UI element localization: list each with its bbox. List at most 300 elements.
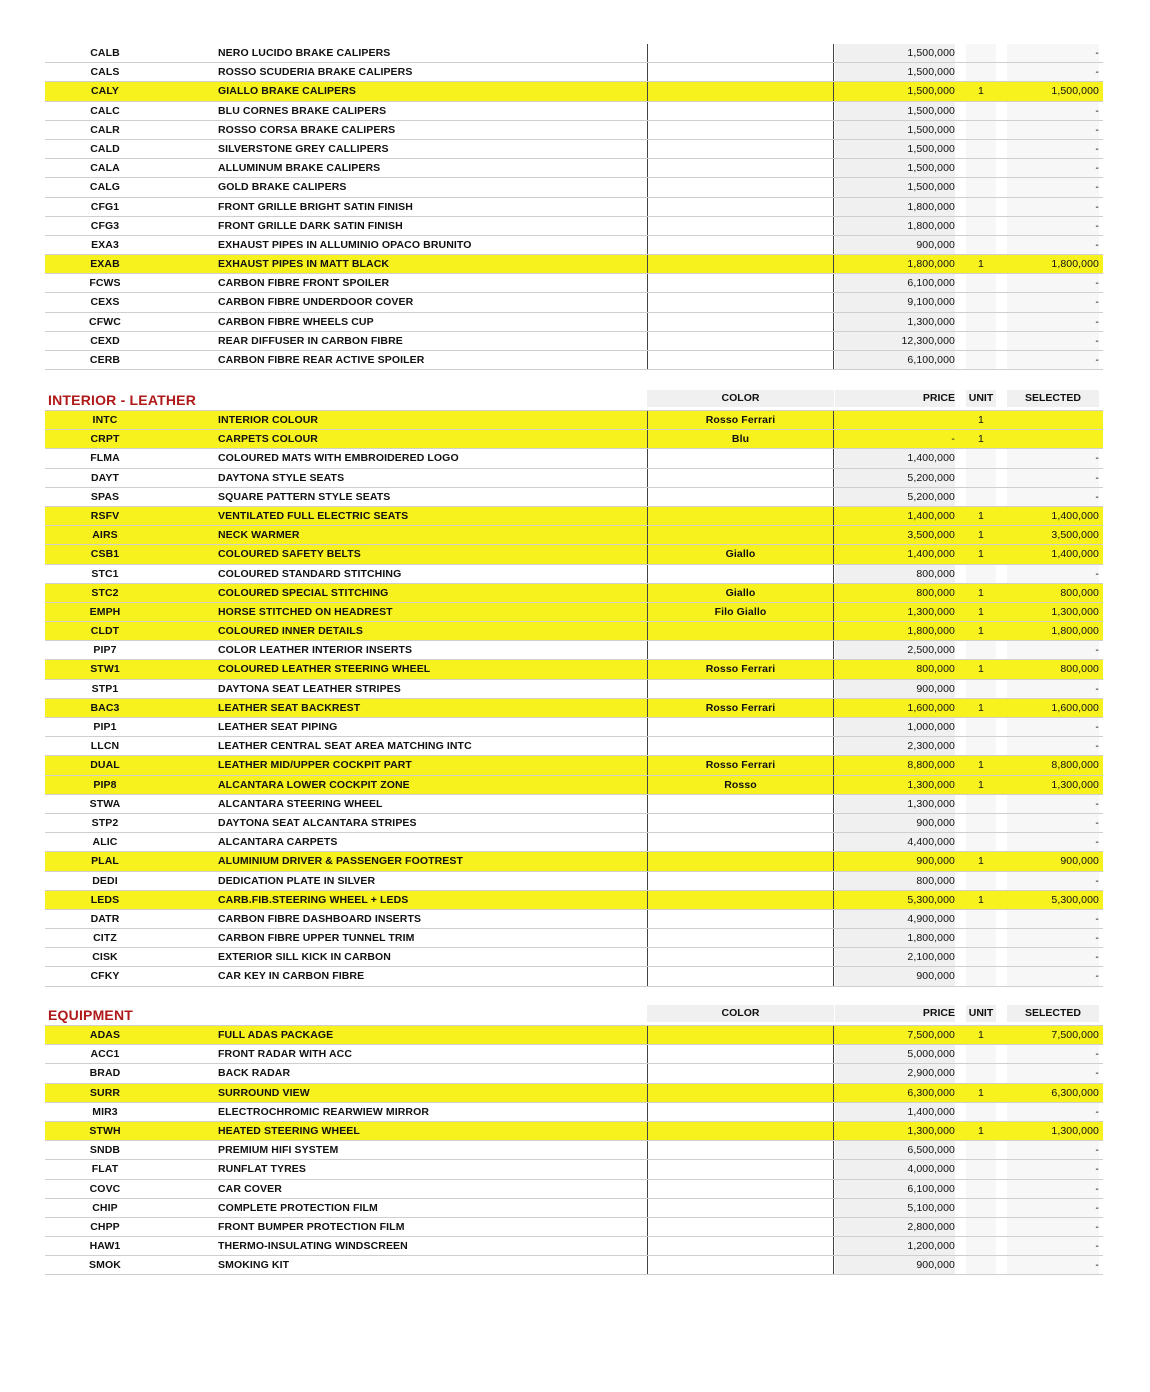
option-unit	[966, 565, 996, 583]
option-price: 900,000	[835, 1256, 955, 1274]
option-color	[647, 929, 834, 947]
option-code: BAC3	[90, 701, 120, 714]
option-description: EXTERIOR SILL KICK IN CARBON	[218, 951, 391, 964]
option-description: GOLD BRAKE CALIPERS	[218, 181, 347, 194]
option-color	[647, 1160, 834, 1178]
option-description: ALLUMINUM BRAKE CALIPERS	[218, 162, 381, 175]
option-price	[835, 411, 955, 429]
table-row	[45, 1141, 1103, 1160]
option-price: 4,000,000	[835, 1160, 955, 1178]
option-code: ADAS	[89, 1029, 121, 1041]
option-selected-total: -	[1007, 967, 1099, 985]
option-code: EXA3	[91, 238, 119, 251]
option-description: CARPETS COLOUR	[218, 433, 318, 446]
option-description: NECK WARMER	[218, 529, 300, 542]
table-row	[45, 469, 1103, 488]
option-unit	[966, 102, 996, 120]
option-description: FRONT BUMPER PROTECTION FILM	[218, 1220, 405, 1233]
option-color	[647, 488, 834, 506]
table-row	[45, 680, 1103, 699]
option-color	[647, 121, 834, 139]
option-code: HAW1	[89, 1240, 121, 1253]
option-code: PIP8	[93, 778, 117, 791]
option-unit	[966, 967, 996, 985]
option-unit	[966, 737, 996, 755]
option-code: CALC	[90, 104, 120, 117]
option-selected-total: -	[1007, 814, 1099, 832]
table-row	[45, 584, 1103, 603]
option-code: DATR	[90, 912, 120, 925]
table-row	[45, 641, 1103, 660]
option-description: CARBON FIBRE UNDERDOOR COVER	[218, 296, 414, 309]
option-description: CARBON FIBRE DASHBOARD INSERTS	[218, 912, 422, 925]
option-color	[647, 680, 834, 698]
option-price: 800,000	[916, 586, 955, 599]
option-color	[647, 565, 834, 583]
option-unit	[966, 332, 996, 350]
option-unit: 1	[978, 1124, 984, 1137]
option-unit	[966, 351, 996, 369]
option-selected-total: -	[1007, 795, 1099, 813]
option-code: DEDI	[92, 874, 118, 887]
option-description: HEATED STEERING WHEEL	[218, 1124, 360, 1137]
option-selected-total: -	[1007, 102, 1099, 120]
option-color	[647, 948, 834, 966]
option-color	[647, 737, 834, 755]
option-selected-total: -	[1007, 198, 1099, 216]
option-unit	[966, 236, 996, 254]
option-description: COLOURED MATS WITH EMBROIDERED LOGO	[218, 452, 459, 465]
option-unit	[966, 1064, 996, 1082]
table-row	[45, 255, 1103, 274]
option-price: 1,000,000	[835, 718, 955, 736]
table-row	[45, 121, 1103, 140]
option-color	[647, 102, 834, 120]
option-price: 5,000,000	[835, 1045, 955, 1063]
option-selected-total: -	[1007, 44, 1099, 62]
option-selected-total: 1,400,000	[1051, 548, 1099, 561]
option-unit	[966, 1199, 996, 1217]
option-color	[647, 351, 834, 369]
table-row	[45, 411, 1103, 430]
column-header-selected: SELECTED	[1007, 390, 1099, 407]
option-description: COLOURED INNER DETAILS	[218, 625, 363, 638]
option-color	[647, 852, 834, 870]
option-description: FRONT RADAR WITH ACC	[218, 1048, 353, 1061]
table-row	[45, 1026, 1103, 1045]
option-code: SPAS	[90, 490, 120, 503]
option-code: STC2	[91, 586, 119, 599]
option-color	[647, 217, 834, 235]
option-selected-total: 6,300,000	[1051, 1086, 1099, 1099]
option-selected-total	[1007, 411, 1099, 429]
table-row	[45, 1045, 1103, 1064]
option-price: 1,500,000	[835, 178, 955, 196]
option-unit	[966, 1237, 996, 1255]
table-row	[45, 449, 1103, 468]
option-price: 900,000	[835, 236, 955, 254]
option-color	[647, 507, 834, 525]
option-code: ACC1	[90, 1048, 120, 1061]
option-selected-total: -	[1007, 159, 1099, 177]
option-selected-total: -	[1007, 178, 1099, 196]
option-color	[647, 1237, 834, 1255]
option-selected-total: -	[1007, 140, 1099, 158]
option-unit	[966, 872, 996, 890]
option-color	[647, 814, 834, 832]
column-header-selected: SELECTED	[1007, 1005, 1099, 1022]
option-code: CALD	[90, 142, 120, 155]
option-unit	[966, 449, 996, 467]
option-description: CARBON FIBRE UPPER TUNNEL TRIM	[218, 932, 415, 945]
option-description: VENTILATED FULL ELECTRIC SEATS	[218, 509, 409, 522]
table-row	[45, 1122, 1103, 1141]
option-code: LEDS	[90, 893, 120, 906]
option-color	[647, 274, 834, 292]
option-description: SURROUND VIEW	[218, 1086, 310, 1099]
table-row	[45, 1199, 1103, 1218]
option-price: 1,400,000	[835, 1103, 955, 1121]
column-header-unit: UNIT	[966, 390, 996, 407]
option-code: CHPP	[90, 1220, 120, 1233]
option-price: 5,200,000	[835, 469, 955, 487]
option-color	[647, 967, 834, 985]
option-selected-total: -	[1007, 351, 1099, 369]
option-code: CALY	[90, 85, 120, 98]
option-price: 800,000	[835, 565, 955, 583]
option-code: ALIC	[92, 836, 118, 849]
option-color	[647, 872, 834, 890]
option-description: LEATHER SEAT BACKREST	[218, 701, 361, 714]
option-price: 5,200,000	[835, 488, 955, 506]
option-unit	[966, 795, 996, 813]
option-selected-total: -	[1007, 718, 1099, 736]
option-color: Rosso Ferrari	[647, 411, 834, 429]
option-selected-total: -	[1007, 1180, 1099, 1198]
option-code: CFWC	[89, 315, 121, 328]
option-price: 1,400,000	[907, 509, 955, 522]
option-price: 7,500,000	[907, 1029, 955, 1041]
option-price: 1,800,000	[907, 258, 955, 271]
column-header-unit: UNIT	[966, 1005, 996, 1022]
option-code: CALS	[90, 66, 120, 79]
option-selected-total: -	[1007, 1141, 1099, 1159]
option-description: LEATHER MID/UPPER COCKPIT PART	[218, 759, 412, 772]
option-color	[647, 1084, 834, 1102]
column-header-color: COLOR	[647, 1005, 834, 1022]
option-code: CITZ	[93, 932, 117, 945]
option-color	[647, 1026, 834, 1044]
option-color	[647, 833, 834, 851]
option-price: 1,800,000	[835, 929, 955, 947]
option-description: ROSSO CORSA BRAKE CALIPERS	[218, 123, 396, 136]
option-color	[647, 82, 834, 100]
option-description: CAR COVER	[218, 1182, 282, 1195]
option-code: PLAL	[91, 855, 119, 868]
option-code: SNDB	[89, 1144, 121, 1157]
option-selected-total: -	[1007, 1045, 1099, 1063]
option-price: 1,800,000	[835, 217, 955, 235]
option-selected-total: -	[1007, 1199, 1099, 1217]
option-code: STWH	[89, 1124, 121, 1137]
option-color	[647, 313, 834, 331]
table-row	[45, 756, 1103, 775]
option-code: CISK	[92, 951, 118, 964]
option-price: 1,200,000	[835, 1237, 955, 1255]
option-unit: 1	[978, 778, 984, 791]
table-row	[45, 198, 1103, 217]
option-price: 1,400,000	[835, 449, 955, 467]
option-unit	[966, 140, 996, 158]
option-selected-total: -	[1007, 449, 1099, 467]
option-description: GIALLO BRAKE CALIPERS	[218, 85, 357, 98]
option-color	[647, 293, 834, 311]
option-unit	[966, 217, 996, 235]
option-selected-total: -	[1007, 274, 1099, 292]
option-code: STP2	[91, 816, 119, 829]
option-price: 1,500,000	[835, 159, 955, 177]
option-description: FRONT GRILLE BRIGHT SATIN FINISH	[218, 200, 413, 213]
option-description: ALCANTARA STEERING WHEEL	[218, 797, 383, 810]
section-interior-leather	[45, 390, 1103, 987]
option-description: DAYTONA SEAT LEATHER STRIPES	[218, 682, 401, 695]
option-price: 2,100,000	[835, 948, 955, 966]
option-description: COLOURED STANDARD STITCHING	[218, 567, 402, 580]
option-color	[647, 891, 834, 909]
option-selected-total: -	[1007, 1160, 1099, 1178]
option-code: CRPT	[90, 433, 120, 446]
table-row	[45, 1256, 1103, 1275]
table-row	[45, 178, 1103, 197]
option-description: ALCANTARA CARPETS	[218, 836, 338, 849]
option-description: HORSE STITCHED ON HEADREST	[218, 605, 393, 618]
option-color	[647, 449, 834, 467]
option-price: 5,100,000	[835, 1199, 955, 1217]
option-price: 900,000	[835, 814, 955, 832]
section-title: EQUIPMENT	[48, 1007, 134, 1023]
option-color: Blu	[647, 430, 834, 448]
option-selected-total: -	[1007, 910, 1099, 928]
table-row	[45, 1237, 1103, 1256]
option-selected-total: 800,000	[1060, 663, 1099, 676]
option-code: CALA	[90, 162, 120, 175]
option-description: CARB.FIB.STEERING WHEEL + LEDS	[218, 893, 409, 906]
option-selected-total: 1,600,000	[1051, 701, 1099, 714]
table-row	[45, 776, 1103, 795]
option-description: CARBON FIBRE REAR ACTIVE SPOILER	[218, 354, 425, 366]
option-color	[647, 198, 834, 216]
option-code: SURR	[89, 1086, 121, 1099]
option-selected-total: -	[1007, 1064, 1099, 1082]
option-unit	[966, 198, 996, 216]
option-unit	[966, 313, 996, 331]
option-selected-total: -	[1007, 680, 1099, 698]
option-selected-total: -	[1007, 833, 1099, 851]
option-description: REAR DIFFUSER IN CARBON FIBRE	[218, 334, 403, 347]
option-unit: 1	[978, 759, 984, 772]
option-color	[647, 622, 834, 640]
option-price: 1,500,000	[907, 85, 955, 98]
option-unit	[966, 680, 996, 698]
option-description: SILVERSTONE GREY CALLIPERS	[218, 142, 389, 155]
column-header-price: PRICE	[835, 1005, 955, 1022]
option-unit: 1	[978, 258, 984, 271]
option-selected-total: -	[1007, 1218, 1099, 1236]
option-color	[647, 795, 834, 813]
table-row	[45, 718, 1103, 737]
option-code: CEXS	[90, 296, 120, 309]
option-price: 900,000	[916, 855, 955, 868]
section-header	[45, 1005, 1103, 1026]
table-row	[45, 217, 1103, 236]
option-description: RUNFLAT TYRES	[218, 1163, 307, 1176]
option-color	[647, 1103, 834, 1121]
option-unit: 1	[978, 893, 984, 906]
section-title: INTERIOR - LEATHER	[48, 392, 197, 408]
option-color	[647, 236, 834, 254]
table-row	[45, 1084, 1103, 1103]
option-code: COVC	[89, 1182, 121, 1195]
option-selected-total: 5,300,000	[1051, 893, 1099, 906]
option-selected-total: 900,000	[1060, 855, 1099, 868]
option-unit	[966, 1160, 996, 1178]
option-color	[647, 159, 834, 177]
table-row	[45, 929, 1103, 948]
table-row	[45, 814, 1103, 833]
option-unit: 1	[978, 1029, 984, 1041]
option-unit: 1	[978, 414, 984, 426]
option-code: CLDT	[90, 625, 120, 638]
table-row	[45, 140, 1103, 159]
option-code: CFG3	[90, 219, 120, 232]
option-selected-total: 3,500,000	[1051, 529, 1099, 542]
table-row	[45, 948, 1103, 967]
option-price: 6,100,000	[835, 274, 955, 292]
option-selected-total: 1,400,000	[1051, 509, 1099, 522]
option-price: 900,000	[835, 680, 955, 698]
table-row	[45, 1160, 1103, 1179]
option-description: DAYTONA STYLE SEATS	[218, 471, 345, 484]
option-unit	[966, 1141, 996, 1159]
option-selected-total: -	[1007, 332, 1099, 350]
option-code: FLMA	[90, 452, 120, 465]
table-row	[45, 526, 1103, 545]
option-selected-total: 1,800,000	[1051, 258, 1099, 271]
option-unit: 1	[978, 625, 984, 638]
option-code: CALG	[89, 181, 121, 194]
option-unit	[966, 121, 996, 139]
table-row	[45, 236, 1103, 255]
option-color	[647, 44, 834, 62]
table-row	[45, 872, 1103, 891]
table-row	[45, 313, 1103, 332]
option-selected-total: -	[1007, 236, 1099, 254]
option-price: 1,500,000	[835, 63, 955, 81]
option-unit	[966, 641, 996, 659]
table-row	[45, 795, 1103, 814]
option-description: ALCANTARA LOWER COCKPIT ZONE	[218, 778, 410, 791]
option-code: RSFV	[90, 509, 120, 522]
option-price: 1,300,000	[907, 605, 955, 618]
option-color: Rosso	[647, 776, 834, 794]
option-unit: 1	[978, 1086, 984, 1099]
option-unit	[966, 718, 996, 736]
table-row	[45, 1180, 1103, 1199]
option-description: COLOURED LEATHER STEERING WHEEL	[218, 663, 431, 676]
table-row	[45, 430, 1103, 449]
table-row	[45, 545, 1103, 564]
option-color	[647, 526, 834, 544]
option-description: PREMIUM HIFI SYSTEM	[218, 1144, 339, 1157]
option-color: Giallo	[647, 545, 834, 563]
option-unit	[966, 1045, 996, 1063]
option-price: 1,600,000	[907, 701, 955, 714]
option-description: COLOURED SAFETY BELTS	[218, 548, 361, 561]
section-header	[45, 390, 1103, 411]
option-color	[647, 255, 834, 273]
option-unit: 1	[978, 85, 984, 98]
option-code: AIRS	[92, 529, 118, 542]
option-description: BLU CORNES BRAKE CALIPERS	[218, 104, 387, 117]
table-row	[45, 1064, 1103, 1083]
option-description: CARBON FIBRE WHEELS CUP	[218, 315, 374, 328]
option-color	[647, 718, 834, 736]
option-description: DAYTONA SEAT ALCANTARA STRIPES	[218, 816, 417, 829]
table-row	[45, 159, 1103, 178]
option-unit: 1	[978, 605, 984, 618]
option-selected-total: -	[1007, 1237, 1099, 1255]
option-color	[647, 332, 834, 350]
option-unit: 1	[978, 509, 984, 522]
table-row	[45, 351, 1103, 370]
option-color	[647, 63, 834, 81]
table-row	[45, 1103, 1103, 1122]
table-row	[45, 699, 1103, 718]
option-price: 900,000	[835, 967, 955, 985]
option-description: CARBON FIBRE FRONT SPOILER	[218, 277, 390, 290]
option-code: FCWS	[89, 277, 121, 290]
table-row	[45, 488, 1103, 507]
option-selected-total: -	[1007, 1103, 1099, 1121]
option-code: LLCN	[90, 740, 120, 753]
option-unit	[966, 814, 996, 832]
option-description: LEATHER CENTRAL SEAT AREA MATCHING INTC	[218, 740, 472, 753]
option-price: 1,300,000	[907, 1124, 955, 1137]
option-selected-total: 800,000	[1060, 586, 1099, 599]
option-price: 3,500,000	[907, 529, 955, 542]
option-price: 1,400,000	[907, 548, 955, 561]
option-color	[647, 1180, 834, 1198]
option-price: -	[951, 433, 955, 446]
option-selected-total: -	[1007, 469, 1099, 487]
option-price: 1,800,000	[835, 198, 955, 216]
option-code: CERB	[89, 354, 121, 366]
option-price: 1,500,000	[835, 140, 955, 158]
table-row	[45, 660, 1103, 679]
option-color: Rosso Ferrari	[647, 756, 834, 774]
option-unit	[966, 929, 996, 947]
option-unit	[966, 44, 996, 62]
option-unit: 1	[978, 701, 984, 714]
option-selected-total: -	[1007, 121, 1099, 139]
option-code: DAYT	[90, 471, 120, 484]
option-unit	[966, 293, 996, 311]
option-color	[647, 469, 834, 487]
option-unit: 1	[978, 548, 984, 561]
option-color	[647, 1218, 834, 1236]
option-unit	[966, 274, 996, 292]
option-price: 4,400,000	[835, 833, 955, 851]
